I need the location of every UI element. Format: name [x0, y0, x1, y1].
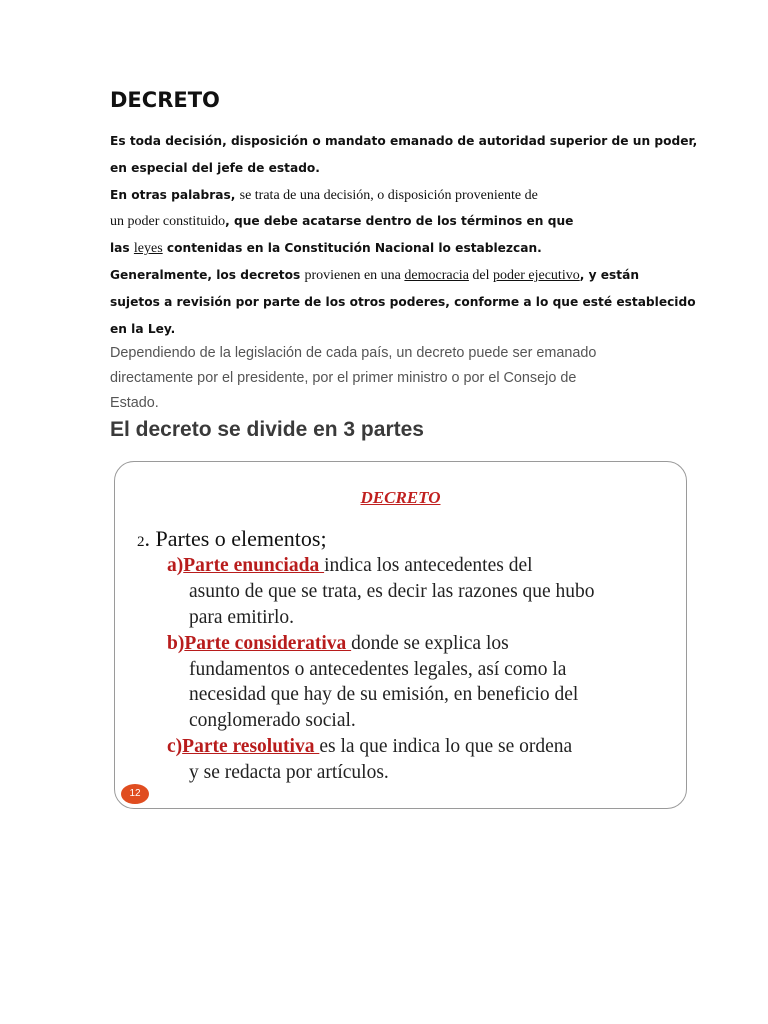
text-line: [110, 208, 710, 235]
item-label: Parte resolutiva: [182, 736, 320, 758]
text-line: [110, 155, 710, 182]
text-span: las: [110, 241, 134, 256]
item-text: para emitirlo.: [189, 606, 295, 628]
slide-page-number: 12: [121, 784, 149, 804]
item-text: indica los antecedentes del: [324, 555, 533, 576]
definition-text: [110, 128, 710, 342]
parts-list: [115, 553, 688, 786]
link-leyes[interactable]: leyes: [133, 241, 163, 257]
item-marker: c): [167, 736, 183, 758]
text-span: en la Ley.: [110, 321, 176, 336]
text-span: un poder constituido: [110, 214, 226, 230]
subtitle-text: . Partes o elementos;: [144, 526, 327, 551]
paragraph-line: Dependiendo de la legislación de cada país, un decreto puede ser emanado: [110, 345, 597, 361]
text-span: contenidas en la Constitución Nacional lo establezcan.: [162, 241, 542, 256]
text-span: se trata de una decisión, o disposición proveniente de: [239, 187, 538, 203]
item-label: Parte enunciada: [183, 555, 325, 576]
list-item: [115, 631, 688, 657]
text-line: [110, 235, 710, 262]
list-item: [115, 734, 688, 760]
paragraph: [110, 341, 670, 416]
text-span: Es toda decisión, disposición o mandato emanado de autoridad superior de un poder,: [110, 134, 698, 148]
text-span: Generalmente, los decretos: [110, 267, 305, 282]
text-span: provienen en una: [304, 267, 405, 283]
item-marker: b): [167, 632, 185, 654]
paragraph-line: directamente por el presidente, por el primer ministro o por el Consejo de: [110, 370, 577, 386]
text-line: [110, 128, 710, 155]
text-line: [110, 316, 710, 343]
item-marker: a): [167, 555, 184, 576]
text-span: del: [468, 267, 494, 283]
slide-subtitle: [137, 526, 327, 552]
link-poder-ejecutivo[interactable]: poder ejecutivo: [493, 267, 580, 283]
text-span: , que debe acatarse dentro de los términos en que: [225, 214, 574, 229]
page-title: DECRETO: [110, 88, 220, 112]
text-span: en especial del jefe de estado.: [110, 160, 320, 175]
item-text: es la que indica lo que se ordena: [319, 736, 573, 758]
item-label: Parte considerativa: [184, 632, 352, 654]
text-line: [110, 262, 710, 289]
text-span: En otras palabras,: [110, 187, 240, 202]
text-span: sujetos a revisión por parte de los otros poderes, conforme a lo que esté establecido: [110, 294, 696, 309]
section-heading: El decreto se divide en 3 partes: [110, 418, 424, 441]
link-democracia[interactable]: democracia: [404, 267, 469, 283]
paragraph-line: Estado.: [110, 395, 159, 411]
text-line: [110, 289, 710, 316]
item-text: y se redacta por artículos.: [189, 762, 389, 784]
slide-title: DECRETO: [360, 488, 441, 507]
item-text: donde se explica los: [351, 632, 509, 654]
subtitle-number: 2: [137, 534, 145, 550]
slide-image: [114, 461, 687, 809]
text-span: , y están: [579, 267, 640, 282]
item-text: necesidad que hay de su emisión, en beneficio del: [189, 684, 579, 706]
item-text: conglomerado social.: [189, 710, 356, 732]
list-item: [115, 553, 688, 579]
item-text: fundamentos o antecedentes legales, así como la: [189, 658, 567, 680]
item-text: asunto de que se trata, es decir las razones que hubo: [189, 580, 595, 602]
text-line: [110, 182, 710, 209]
